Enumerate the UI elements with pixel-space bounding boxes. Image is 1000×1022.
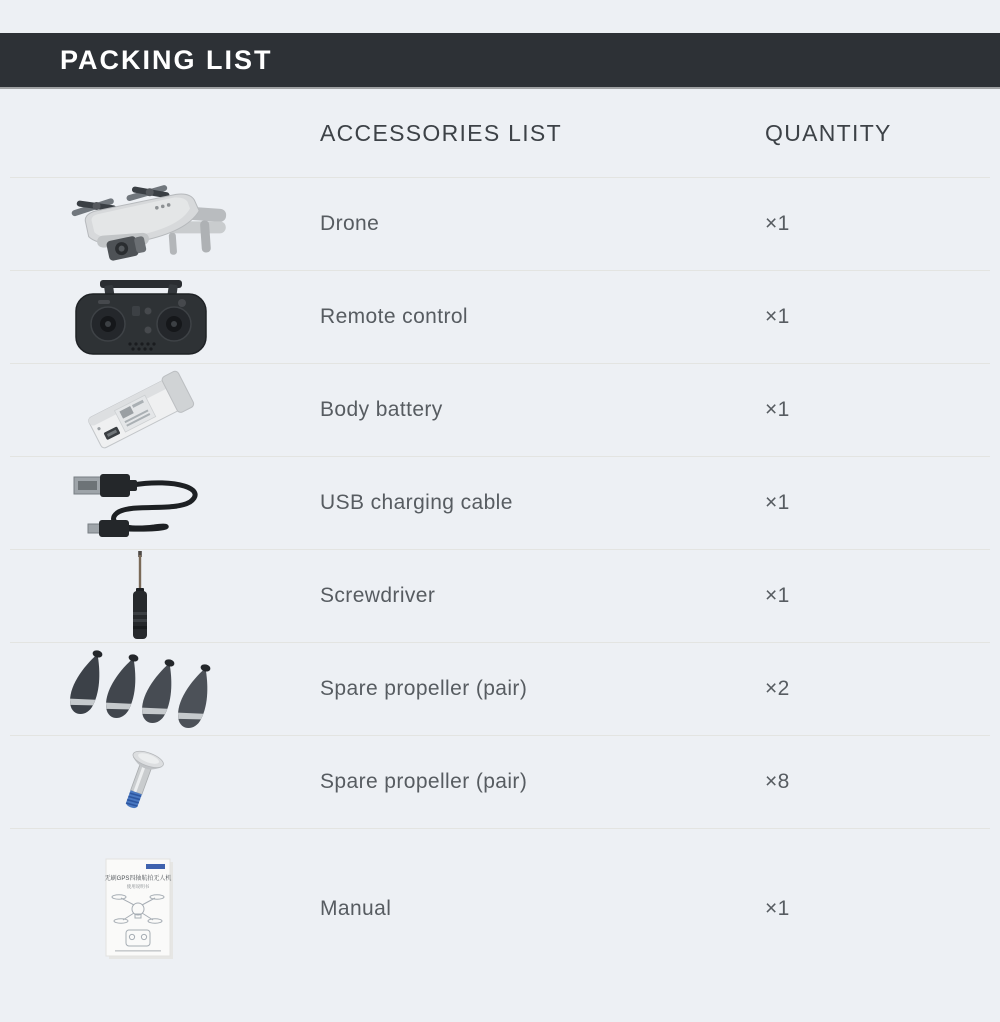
- remote-control-image: [70, 278, 210, 356]
- item-name: Screwdriver: [320, 584, 436, 607]
- table-row: [10, 549, 990, 642]
- table-row: [10, 828, 990, 988]
- page-title: PACKING LIST: [60, 44, 273, 75]
- battery-image: [75, 370, 205, 450]
- item-quantity: ×2: [765, 677, 790, 700]
- table-row: [10, 177, 990, 270]
- item-quantity: ×1: [765, 896, 790, 920]
- packing-table: [10, 89, 990, 988]
- item-name: Drone: [320, 212, 380, 235]
- accessories-column-header: ACCESSORIES LIST: [320, 119, 562, 146]
- table-row: [10, 270, 990, 363]
- table-row: [10, 642, 990, 735]
- quantity-column-header: QUANTITY: [765, 119, 892, 146]
- manual-image: [104, 857, 176, 961]
- propellers-image: [58, 646, 223, 732]
- table-header-row: [10, 89, 990, 177]
- manual-subtitle-text: 使用说明书: [126, 883, 150, 889]
- item-name: Remote control: [320, 305, 468, 328]
- drone-image: [40, 185, 240, 263]
- item-name: Spare propeller (pair): [320, 770, 528, 793]
- item-quantity: ×1: [765, 491, 790, 514]
- item-quantity: ×1: [765, 305, 790, 328]
- table-row: [10, 363, 990, 456]
- usb-cable-image: [70, 465, 210, 541]
- screwdriver-image: [126, 550, 154, 642]
- packing-list-header: [0, 33, 1000, 89]
- manual-tag: [146, 864, 165, 869]
- item-quantity: ×8: [765, 770, 790, 793]
- packing-list-page: [0, 33, 1000, 1022]
- table-row: [10, 735, 990, 828]
- manual-title-text: 无刷GPS四轴航拍无人机: [104, 875, 172, 882]
- item-name: Spare propeller (pair): [320, 677, 528, 700]
- table-row: [10, 456, 990, 549]
- item-quantity: ×1: [765, 212, 790, 235]
- item-quantity: ×1: [765, 584, 790, 607]
- item-name: USB charging cable: [320, 491, 513, 514]
- item-quantity: ×1: [765, 398, 790, 421]
- screw-image: [110, 748, 170, 816]
- item-name: Manual: [320, 896, 392, 920]
- item-name: Body battery: [320, 398, 443, 421]
